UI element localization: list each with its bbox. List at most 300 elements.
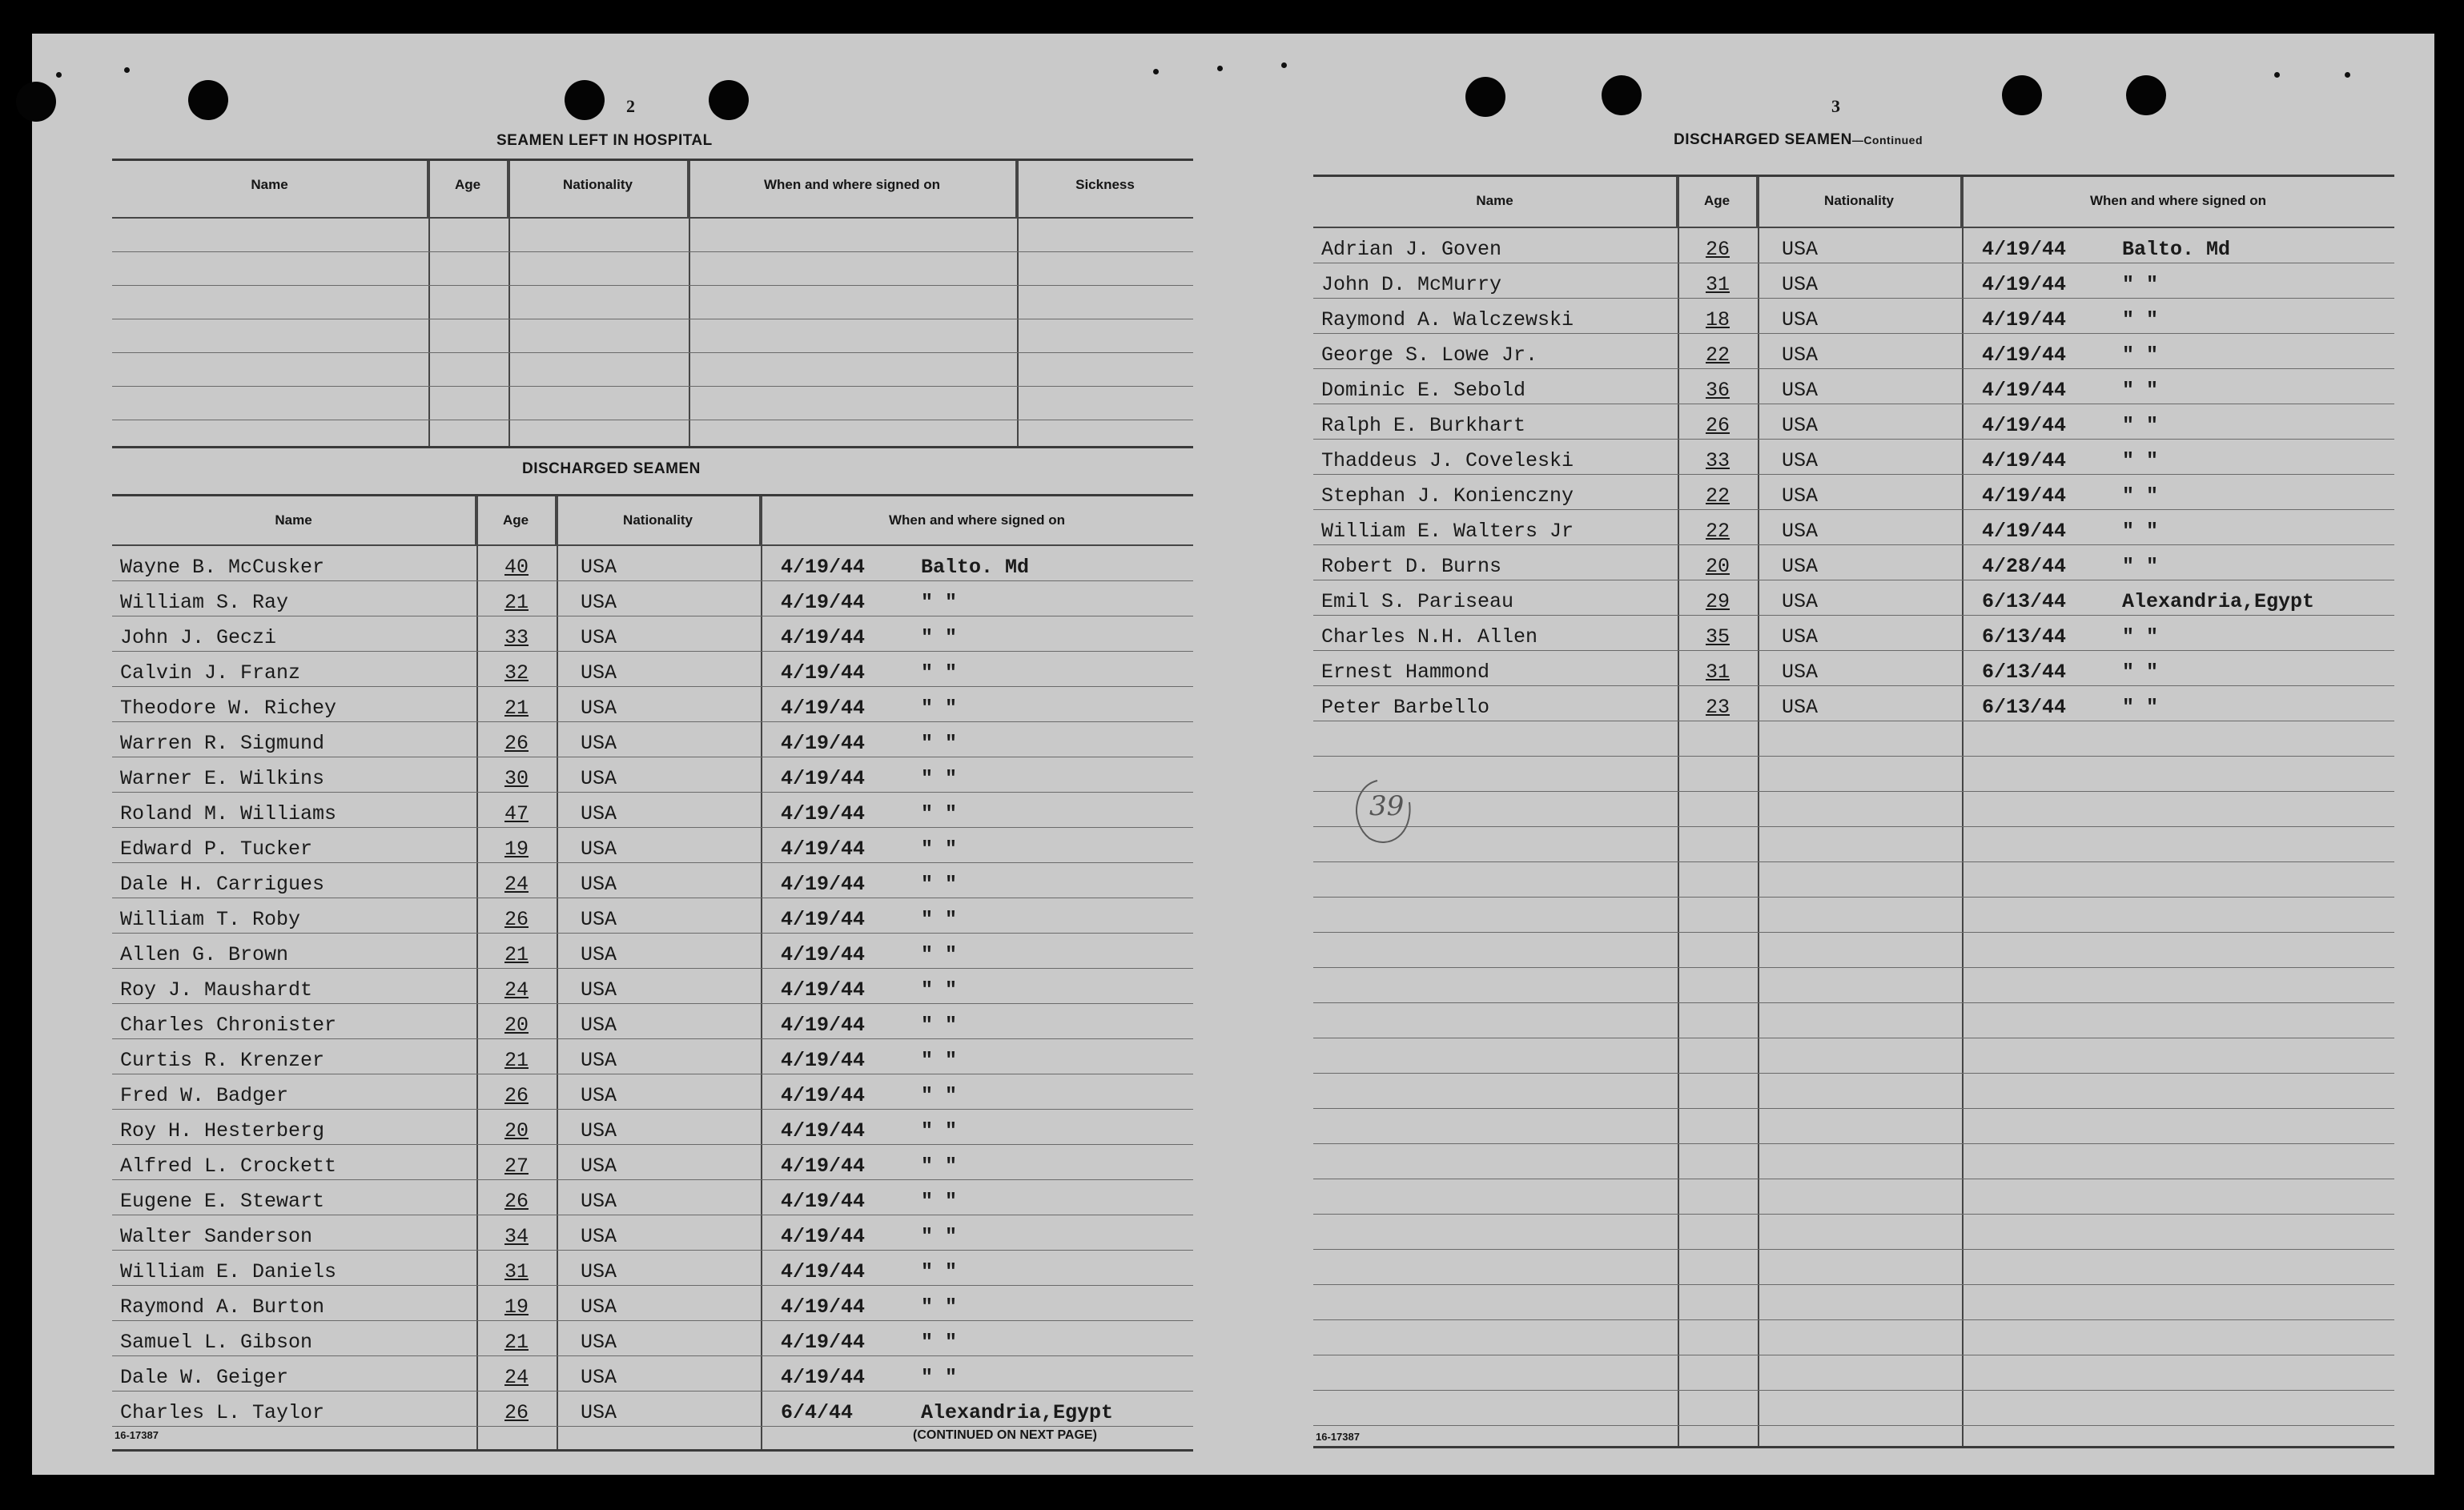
blank-row	[1313, 721, 2394, 757]
name-cell: Warren R. Sigmund	[120, 732, 325, 755]
nationality-cell: USA	[581, 1119, 617, 1143]
age-cell: 19	[504, 837, 529, 861]
name-cell: Adrian J. Goven	[1321, 238, 1502, 261]
place-cell: " "	[921, 802, 958, 825]
date-cell: 4/19/44	[781, 732, 866, 755]
nationality-cell: USA	[1782, 308, 1819, 331]
blank-row	[1313, 1320, 2394, 1355]
table-row	[1313, 651, 2394, 686]
col-nationality: Nationality	[1758, 177, 1962, 227]
nationality-cell: USA	[581, 978, 617, 1002]
hospital-col-sickness: Sickness	[1075, 177, 1135, 192]
date-cell: 4/19/44	[781, 1260, 866, 1283]
age-cell: 24	[504, 873, 529, 896]
table-row	[112, 1321, 1193, 1356]
blank-row	[1313, 1038, 2394, 1074]
hospital-table	[112, 159, 1193, 448]
name-cell: John J. Geczi	[120, 626, 277, 649]
nationality-cell: USA	[1782, 625, 1819, 649]
nationality-cell: USA	[1782, 273, 1819, 296]
date-cell: 4/19/44	[781, 978, 866, 1002]
punch-hole	[16, 82, 56, 122]
nationality-cell: USA	[581, 802, 617, 825]
nationality-cell: USA	[581, 591, 617, 614]
nationality-cell: USA	[1782, 379, 1819, 402]
name-cell: John D. McMurry	[1321, 273, 1502, 296]
hospital-blank-row	[112, 252, 1193, 286]
continued-rows	[1313, 228, 2394, 1426]
date-cell: 6/13/44	[1982, 590, 2067, 613]
discharged-continued-table	[1313, 175, 2394, 1448]
date-cell: 4/19/44	[1982, 484, 2067, 508]
nationality-cell: USA	[1782, 661, 1819, 684]
age-cell: 33	[1705, 449, 1730, 472]
nationality-cell: USA	[581, 837, 617, 861]
place-cell: " "	[921, 1366, 958, 1389]
speck	[2274, 72, 2280, 78]
hospital-title: SEAMEN LEFT IN HOSPITAL	[496, 132, 713, 149]
date-cell: 4/19/44	[781, 661, 866, 685]
name-cell: Ernest Hammond	[1321, 661, 1490, 684]
place-cell: " "	[921, 1119, 958, 1143]
nationality-cell: USA	[1782, 449, 1819, 472]
nationality-cell: USA	[581, 1295, 617, 1319]
place-cell: " "	[2122, 661, 2159, 684]
place-cell: " "	[921, 626, 958, 649]
table-row	[112, 581, 1193, 616]
blank-row	[1313, 1391, 2394, 1426]
place-cell: " "	[2122, 484, 2159, 508]
right-title-suffix: —Continued	[1851, 134, 1923, 147]
table-row	[1313, 616, 2394, 651]
date-cell: 4/19/44	[1982, 308, 2067, 331]
nationality-cell: USA	[1782, 414, 1819, 437]
place-cell: " "	[921, 1295, 958, 1319]
age-cell: 26	[504, 1190, 529, 1213]
name-cell: Allen G. Brown	[120, 943, 289, 966]
name-cell: Fred W. Badger	[120, 1084, 289, 1107]
name-cell: Ralph E. Burkhart	[1321, 414, 1526, 437]
nationality-cell: USA	[581, 1155, 617, 1178]
date-cell: 4/19/44	[781, 943, 866, 966]
place-cell: " "	[921, 1084, 958, 1107]
left-page-number: 2	[626, 96, 635, 116]
table-row	[112, 1180, 1193, 1215]
blank-row	[1313, 898, 2394, 933]
date-cell: 4/19/44	[781, 1225, 866, 1248]
nationality-cell: USA	[1782, 238, 1819, 261]
place-cell: " "	[921, 873, 958, 896]
right-title	[1674, 131, 1923, 149]
name-cell: William S. Ray	[120, 591, 289, 614]
place-cell: Balto. Md	[2122, 238, 2231, 261]
speck	[1281, 62, 1287, 68]
date-cell: 4/19/44	[781, 556, 866, 579]
date-cell: 4/28/44	[1982, 555, 2067, 578]
date-cell: 4/19/44	[781, 1366, 866, 1389]
punch-hole	[1602, 75, 1642, 115]
name-cell: Thaddeus J. Coveleski	[1321, 449, 1574, 472]
nationality-cell: USA	[581, 556, 617, 579]
form-code-right: 16-17387	[1316, 1431, 1360, 1443]
nationality-cell: USA	[581, 1260, 617, 1283]
nationality-cell: USA	[581, 1366, 617, 1389]
place-cell: " "	[921, 767, 958, 790]
age-cell: 20	[1705, 555, 1730, 578]
name-cell: Warner E. Wilkins	[120, 767, 325, 790]
nationality-cell: USA	[1782, 696, 1819, 719]
age-cell: 27	[504, 1155, 529, 1178]
place-cell: " "	[921, 1155, 958, 1178]
table-row	[112, 1251, 1193, 1286]
table-row	[112, 1110, 1193, 1145]
name-cell: Robert D. Burns	[1321, 555, 1502, 578]
nationality-cell: USA	[1782, 520, 1819, 543]
name-cell: Roland M. Williams	[120, 802, 337, 825]
nationality-cell: USA	[581, 943, 617, 966]
place-cell: " "	[2122, 343, 2159, 367]
punch-hole	[188, 80, 228, 120]
table-row	[1313, 510, 2394, 545]
age-cell: 24	[504, 1366, 529, 1389]
date-cell: 4/19/44	[781, 908, 866, 931]
hospital-blank-row	[112, 286, 1193, 319]
age-cell: 36	[1705, 379, 1730, 402]
table-row	[112, 1356, 1193, 1392]
table-row	[112, 898, 1193, 934]
blank-row	[1313, 827, 2394, 862]
table-row	[112, 546, 1193, 581]
age-cell: 21	[504, 1331, 529, 1354]
table-row	[1313, 545, 2394, 580]
nationality-cell: USA	[581, 661, 617, 685]
nationality-cell: USA	[1782, 343, 1819, 367]
name-cell: Raymond A. Walczewski	[1321, 308, 1574, 331]
age-cell: 21	[504, 943, 529, 966]
discharged-header	[112, 496, 1193, 546]
age-cell: 34	[504, 1225, 529, 1248]
hospital-rows	[112, 219, 1193, 420]
table-row	[112, 969, 1193, 1004]
punch-hole	[709, 80, 749, 120]
blank-row	[1313, 1215, 2394, 1250]
age-cell: 33	[504, 626, 529, 649]
age-cell: 19	[504, 1295, 529, 1319]
age-cell: 40	[504, 556, 529, 579]
place-cell: " "	[921, 697, 958, 720]
table-row	[112, 1145, 1193, 1180]
nationality-cell: USA	[581, 873, 617, 896]
date-cell: 4/19/44	[781, 1190, 866, 1213]
place-cell: " "	[2122, 555, 2159, 578]
nationality-cell: USA	[581, 697, 617, 720]
name-cell: Dale W. Geiger	[120, 1366, 289, 1389]
date-cell: 4/19/44	[781, 591, 866, 614]
nationality-cell: USA	[581, 1331, 617, 1354]
place-cell: " "	[921, 1049, 958, 1072]
place-cell: " "	[921, 1260, 958, 1283]
table-row	[1313, 334, 2394, 369]
name-cell: Wayne B. McCusker	[120, 556, 325, 579]
blank-row	[1313, 933, 2394, 968]
hospital-blank-row	[112, 319, 1193, 353]
date-cell: 6/13/44	[1982, 696, 2067, 719]
col-signed-on: When and where signed on	[2089, 193, 2267, 208]
name-cell: Walter Sanderson	[120, 1225, 313, 1248]
place-cell: " "	[2122, 414, 2159, 437]
table-row	[112, 722, 1193, 757]
table-row	[112, 863, 1193, 898]
age-cell: 20	[504, 1119, 529, 1143]
pencil-annotation	[1345, 766, 1425, 854]
name-cell: Curtis R. Krenzer	[120, 1049, 325, 1072]
date-cell: 4/19/44	[781, 1331, 866, 1354]
col-name: Name	[1313, 177, 1678, 227]
age-cell: 47	[504, 802, 529, 825]
nationality-cell: USA	[1782, 484, 1819, 508]
speck	[1153, 69, 1159, 74]
continued-header	[1313, 177, 2394, 228]
age-cell: 29	[1705, 590, 1730, 613]
nationality-cell: USA	[581, 1049, 617, 1072]
table-row	[1313, 369, 2394, 404]
nationality-cell: USA	[581, 1225, 617, 1248]
place-cell: " "	[921, 1014, 958, 1037]
date-cell: 4/19/44	[781, 626, 866, 649]
date-cell: 4/19/44	[1982, 449, 2067, 472]
place-cell: " "	[921, 661, 958, 685]
table-row	[112, 1004, 1193, 1039]
date-cell: 4/19/44	[781, 1049, 866, 1072]
blank-row	[1313, 1003, 2394, 1038]
blank-row	[1313, 792, 2394, 827]
age-cell: 26	[1705, 414, 1730, 437]
date-cell: 4/19/44	[781, 1119, 866, 1143]
blank-row	[1313, 1179, 2394, 1215]
discharged-rows	[112, 546, 1193, 1427]
name-cell: Charles N.H. Allen	[1321, 625, 1538, 649]
date-cell: 4/19/44	[781, 1084, 866, 1107]
table-row	[112, 652, 1193, 687]
name-cell: Charles Chronister	[120, 1014, 337, 1037]
punch-hole	[1465, 77, 1505, 117]
age-cell: 22	[1705, 484, 1730, 508]
table-row	[112, 934, 1193, 969]
date-cell: 4/19/44	[1982, 414, 2067, 437]
table-row	[112, 1392, 1193, 1427]
date-cell: 4/19/44	[781, 1014, 866, 1037]
name-cell: Samuel L. Gibson	[120, 1331, 313, 1354]
age-cell: 35	[1705, 625, 1730, 649]
place-cell: " "	[2122, 273, 2159, 296]
name-cell: Theodore W. Richey	[120, 697, 337, 720]
right-page-number: 3	[1831, 96, 1840, 116]
nationality-cell: USA	[581, 1014, 617, 1037]
age-cell: 22	[1705, 343, 1730, 367]
date-cell: 4/19/44	[1982, 343, 2067, 367]
age-cell: 23	[1705, 696, 1730, 719]
name-cell: Eugene E. Stewart	[120, 1190, 325, 1213]
table-row	[1313, 580, 2394, 616]
nationality-cell: USA	[581, 626, 617, 649]
place-cell: " "	[921, 978, 958, 1002]
discharged-table	[112, 494, 1193, 1452]
nationality-cell: USA	[581, 908, 617, 931]
speck	[56, 72, 62, 78]
table-row	[1313, 299, 2394, 334]
place-cell: " "	[921, 837, 958, 861]
blank-row	[1313, 1250, 2394, 1285]
name-cell: Roy J. Maushardt	[120, 978, 313, 1002]
blank-row	[1313, 862, 2394, 898]
name-cell: Dale H. Carrigues	[120, 873, 325, 896]
date-cell: 6/13/44	[1982, 625, 2067, 649]
document-sheet	[32, 34, 2434, 1475]
table-row	[112, 1286, 1193, 1321]
table-row	[112, 757, 1193, 793]
nationality-cell: USA	[1782, 555, 1819, 578]
blank-row	[1313, 1144, 2394, 1179]
blank-row	[1313, 1355, 2394, 1391]
table-row	[112, 1039, 1193, 1074]
age-cell: 21	[504, 1049, 529, 1072]
table-row	[1313, 686, 2394, 721]
place-cell: " "	[921, 1331, 958, 1354]
age-cell: 26	[504, 732, 529, 755]
date-cell: 4/19/44	[1982, 238, 2067, 261]
hospital-col-age: Age	[428, 161, 508, 217]
place-cell: " "	[2122, 308, 2159, 331]
table-row	[1313, 263, 2394, 299]
speck	[1217, 66, 1223, 71]
table-row	[112, 1074, 1193, 1110]
continued-note: (CONTINUED ON NEXT PAGE)	[913, 1428, 1097, 1442]
name-cell: Stephan J. Konienczny	[1321, 484, 1574, 508]
punch-hole	[565, 80, 605, 120]
age-cell: 20	[504, 1014, 529, 1037]
hospital-header	[112, 161, 1193, 219]
form-code-left: 16-17387	[115, 1429, 159, 1441]
table-row	[112, 687, 1193, 722]
age-cell: 22	[1705, 520, 1730, 543]
col-name: Name	[112, 496, 476, 544]
table-row	[112, 1215, 1193, 1251]
name-cell: Raymond A. Burton	[120, 1295, 325, 1319]
blank-row	[1313, 1074, 2394, 1109]
place-cell: " "	[2122, 625, 2159, 649]
age-cell: 24	[504, 978, 529, 1002]
age-cell: 31	[1705, 273, 1730, 296]
age-cell: 31	[1705, 661, 1730, 684]
blank-row	[1313, 757, 2394, 792]
name-cell: William E. Walters Jr	[1321, 520, 1574, 543]
punch-hole	[2002, 75, 2042, 115]
hospital-col-name: Name	[112, 161, 428, 217]
hospital-blank-row	[112, 353, 1193, 387]
name-cell: Emil S. Pariseau	[1321, 590, 1514, 613]
nationality-cell: USA	[581, 1401, 617, 1424]
table-row	[1313, 404, 2394, 440]
nationality-cell: USA	[581, 1084, 617, 1107]
age-cell: 31	[504, 1260, 529, 1283]
name-cell: Dominic E. Sebold	[1321, 379, 1526, 402]
name-cell: George S. Lowe Jr.	[1321, 343, 1538, 367]
table-row	[1313, 440, 2394, 475]
nationality-cell: USA	[581, 1190, 617, 1213]
speck	[2345, 72, 2350, 78]
age-cell: 30	[504, 767, 529, 790]
age-cell: 26	[504, 1401, 529, 1424]
place-cell: " "	[2122, 696, 2159, 719]
nationality-cell: USA	[1782, 590, 1819, 613]
nationality-cell: USA	[581, 732, 617, 755]
place-cell: Alexandria,Egypt	[2122, 590, 2315, 613]
age-cell: 21	[504, 697, 529, 720]
date-cell: 4/19/44	[781, 767, 866, 790]
place-cell: " "	[921, 591, 958, 614]
name-cell: Calvin J. Franz	[120, 661, 301, 685]
table-row	[1313, 228, 2394, 263]
date-cell: 4/19/44	[1982, 273, 2067, 296]
age-cell: 26	[1705, 238, 1730, 261]
date-cell: 6/13/44	[1982, 661, 2067, 684]
right-title-main: DISCHARGED SEAMEN	[1674, 131, 1852, 148]
hospital-blank-row	[112, 219, 1193, 252]
table-row	[112, 828, 1193, 863]
place-cell: Balto. Md	[921, 556, 1030, 579]
col-age: Age	[476, 496, 557, 544]
place-cell: " "	[921, 943, 958, 966]
date-cell: 4/19/44	[1982, 379, 2067, 402]
place-cell: " "	[921, 1225, 958, 1248]
place-cell: " "	[2122, 379, 2159, 402]
name-cell: Charles L. Taylor	[120, 1401, 325, 1424]
place-cell: " "	[2122, 449, 2159, 472]
date-cell: 4/19/44	[781, 1295, 866, 1319]
table-row	[1313, 475, 2394, 510]
age-cell: 21	[504, 591, 529, 614]
punch-hole	[2126, 75, 2166, 115]
name-cell: William T. Roby	[120, 908, 301, 931]
date-cell: 6/4/44	[781, 1401, 854, 1424]
table-row	[112, 793, 1193, 828]
discharged-title: DISCHARGED SEAMEN	[522, 460, 701, 477]
blank-row	[1313, 1285, 2394, 1320]
hospital-blank-row	[112, 387, 1193, 420]
place-cell: " "	[2122, 520, 2159, 543]
speck	[124, 67, 130, 73]
place-cell: " "	[921, 732, 958, 755]
name-cell: William E. Daniels	[120, 1260, 337, 1283]
date-cell: 4/19/44	[781, 873, 866, 896]
col-signed-on: When and where signed on	[888, 512, 1066, 528]
place-cell: Alexandria,Egypt	[921, 1401, 1114, 1424]
name-cell: Alfred L. Crockett	[120, 1155, 337, 1178]
name-cell: Peter Barbello	[1321, 696, 1490, 719]
age-cell: 26	[504, 908, 529, 931]
nationality-cell: USA	[581, 767, 617, 790]
date-cell: 4/19/44	[781, 697, 866, 720]
age-cell: 18	[1705, 308, 1730, 331]
blank-row	[1313, 968, 2394, 1003]
hospital-col-nationality: Nationality	[508, 161, 689, 217]
name-cell: Roy H. Hesterberg	[120, 1119, 325, 1143]
table-row	[112, 616, 1193, 652]
col-age: Age	[1678, 177, 1758, 227]
place-cell: " "	[921, 908, 958, 931]
hospital-col-signed-on: When and where signed on	[689, 161, 1017, 217]
blank-row	[1313, 1109, 2394, 1144]
